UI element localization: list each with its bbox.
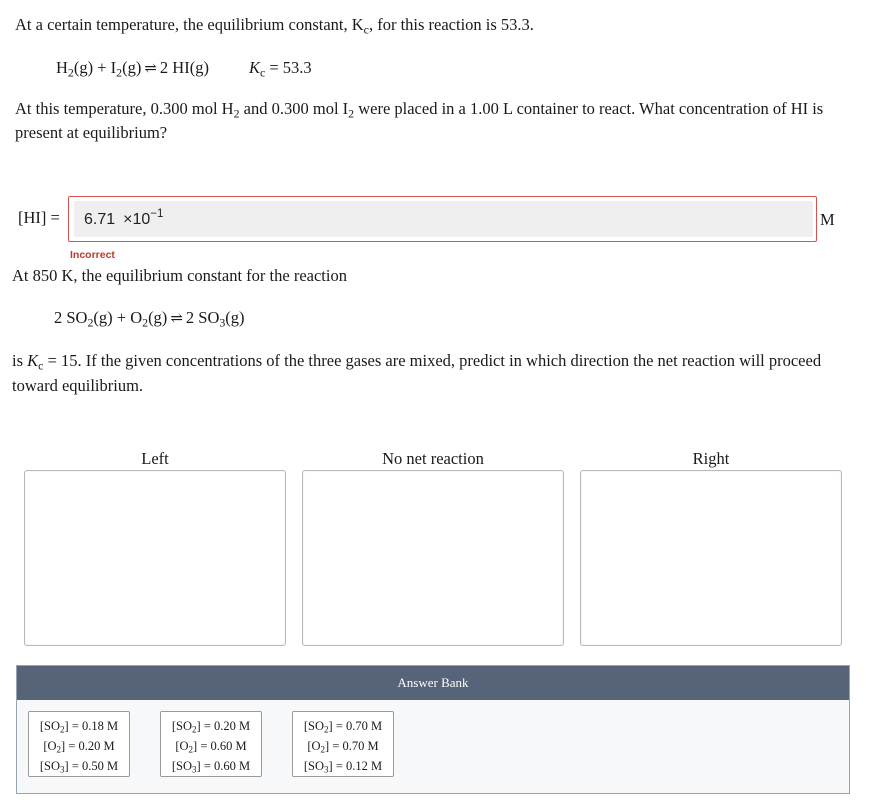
hi-answer-label: [HI] = bbox=[18, 208, 60, 227]
drop-zone-no-net-reaction[interactable] bbox=[302, 470, 564, 646]
answer-card[interactable]: $[SO_2] = 0.18$ M $[O_2] = 0.20$ M $[SO_3] = 0.50$ M bbox=[28, 711, 130, 777]
bin-label-no-net-reaction: No net reaction bbox=[382, 449, 484, 468]
drop-zone-right[interactable] bbox=[580, 470, 842, 646]
bin-label-left: Left bbox=[141, 449, 169, 468]
answer-card[interactable]: $[SO_2] = 0.20$ M $[O_2] = 0.60$ M $[SO_3] = 0.60$ M bbox=[160, 711, 262, 777]
hi-answer-field[interactable] bbox=[74, 201, 813, 237]
answer-bank-title: Answer Bank bbox=[17, 666, 849, 700]
equilibrium-arrow-icon: ⇌ bbox=[170, 311, 183, 327]
question1-text: At this temperature, 0.300 mol $H_2$ and 0.300 mol $I_2$ were placed in a 1.00 L container to react. What concentration of HI is present at equilibrium? bbox=[15, 99, 824, 142]
hi-answer-input[interactable] bbox=[68, 196, 817, 242]
bin-label-right: Right bbox=[692, 449, 730, 468]
drop-zone-left[interactable] bbox=[24, 470, 286, 646]
answer-bank bbox=[16, 665, 850, 794]
hi-answer-unit: M bbox=[820, 210, 835, 229]
kc-expression: $K_c = 53.3$ bbox=[248, 58, 312, 80]
question1-intro: At a certain temperature, the equilibrium constant, $K_c$, for this reaction is 53.3. bbox=[15, 15, 534, 37]
reaction-equation-2: 2 $SO_2(g) + O_2(g)$ ⇌ 2 $SO_3(g)$ bbox=[54, 308, 245, 330]
question2-text: is $K_c = 15$. If the given concentrations of the three gases are mixed, predict in which direction the net reaction will proceed toward equilibrium. bbox=[12, 351, 822, 395]
hi-answer-value: $6.71 \times 10^{-1}$ bbox=[84, 208, 164, 228]
equilibrium-arrow-icon: ⇌ bbox=[144, 61, 157, 77]
reaction-equation-1: $H_2(g) + I_2(g)$ ⇌ 2 HI(g) $K_c = 53.3$ bbox=[56, 58, 312, 80]
answer-status-badge: Incorrect bbox=[70, 249, 115, 261]
question2-intro: At 850 K, the equilibrium constant for the reaction bbox=[12, 266, 347, 285]
answer-card[interactable]: $[SO_2] = 0.70$ M $[O_2] = 0.70$ M $[SO_3] = 0.12$ M bbox=[292, 711, 394, 777]
